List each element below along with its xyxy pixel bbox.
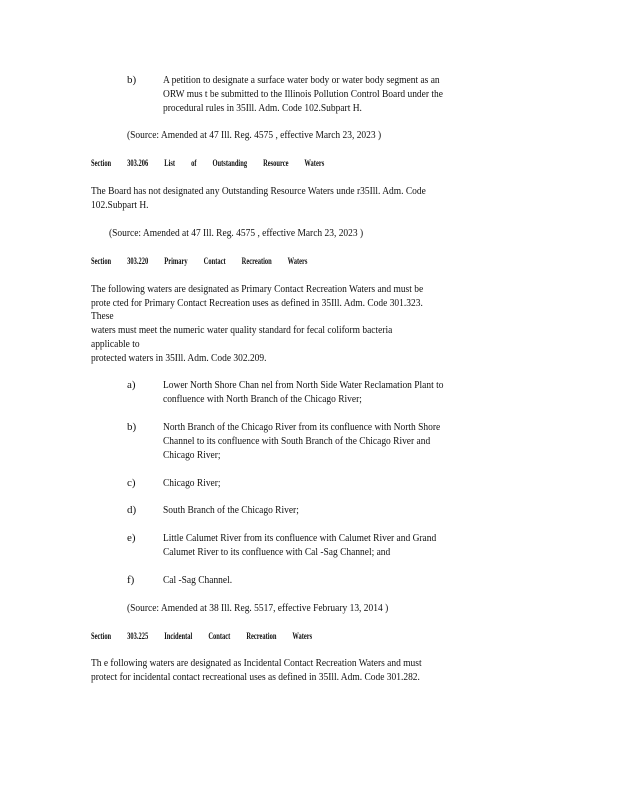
paragraph-line: procedural rules in 35Ill. Adm. Code 102.Subpart H. (163, 102, 362, 114)
paragraph-line: protected waters in 35Ill. Adm. Code 302.209. (91, 352, 267, 364)
paragraph-line: protect for incidental contact recreational uses as defined in 35Ill. Adm. Code 301.282. (91, 671, 420, 683)
source-note: (Source: Amended at 38 Ill. Reg. 5517, effective February 13, 2014 ) (127, 602, 389, 614)
paragraph-line: A petition to designate a surface water body or water body segment as an (163, 74, 440, 86)
list-item-line: Chicago River; (163, 477, 221, 489)
list-item-line: North Branch of the Chicago River from its confluence with North Shore (163, 421, 441, 433)
section-heading: Section 303.220 Primary Contact Recreation Waters (91, 256, 308, 266)
paragraph-line: ORW mus t be submitted to the Illinois Pollution Control Board under the (163, 88, 443, 100)
list-item-label: d) (127, 504, 137, 516)
list-item-line: Cal -Sag Channel. (163, 574, 233, 586)
list-item-line: confluence with North Branch of the Chicago River; (163, 393, 362, 405)
list-item-line: Little Calumet River from its confluence with Calumet River and Grand (163, 532, 437, 544)
paragraph-line: applicable to (91, 338, 140, 350)
list-item-label: c) (127, 477, 136, 489)
list-item-line: Calumet River to its confluence with Cal -Sag Channel; and (163, 546, 391, 558)
list-item-line: Chicago River; (163, 449, 221, 461)
paragraph-line: The Board has not designated any Outstanding Resource Waters unde r35Ill. Adm. Code (91, 185, 426, 197)
paragraph-line: Th e following waters are designated as Incidental Contact Recreation Waters and must (91, 657, 422, 669)
paragraph-line: The following waters are designated as Primary Contact Recreation Waters and must be (91, 283, 424, 295)
section-heading: Section 303.206 List of Outstanding Resource Waters (91, 158, 325, 168)
source-note: (Source: Amended at 47 Ill. Reg. 4575 , effective March 23, 2023 ) (127, 129, 382, 141)
list-item-label: e) (127, 532, 136, 544)
list-item-label: a) (127, 379, 136, 391)
list-item-label: f) (127, 574, 135, 586)
list-item-label: b) (127, 74, 137, 86)
paragraph-line: 102.Subpart H. (91, 199, 149, 211)
paragraph-line: prote cted for Primary Contact Recreation uses as defined in 35Ill. Adm. Code 301.323. (91, 297, 423, 309)
list-item-line: Channel to its confluence with South Branch of the Chicago River and (163, 435, 431, 447)
list-item-line: South Branch of the Chicago River; (163, 504, 299, 516)
section-heading: Section 303.225 Incidental Contact Recreation Waters (91, 631, 313, 641)
paragraph-line: waters must meet the numeric water quality standard for fecal coliform bacteria (91, 324, 393, 336)
list-item-line: Lower North Shore Chan nel from North Side Water Reclamation Plant to (163, 379, 444, 391)
list-item-label: b) (127, 421, 137, 433)
source-note: (Source: Amended at 47 Ill. Reg. 4575 , effective March 23, 2023 ) (109, 227, 364, 239)
paragraph-line: These (91, 310, 114, 322)
